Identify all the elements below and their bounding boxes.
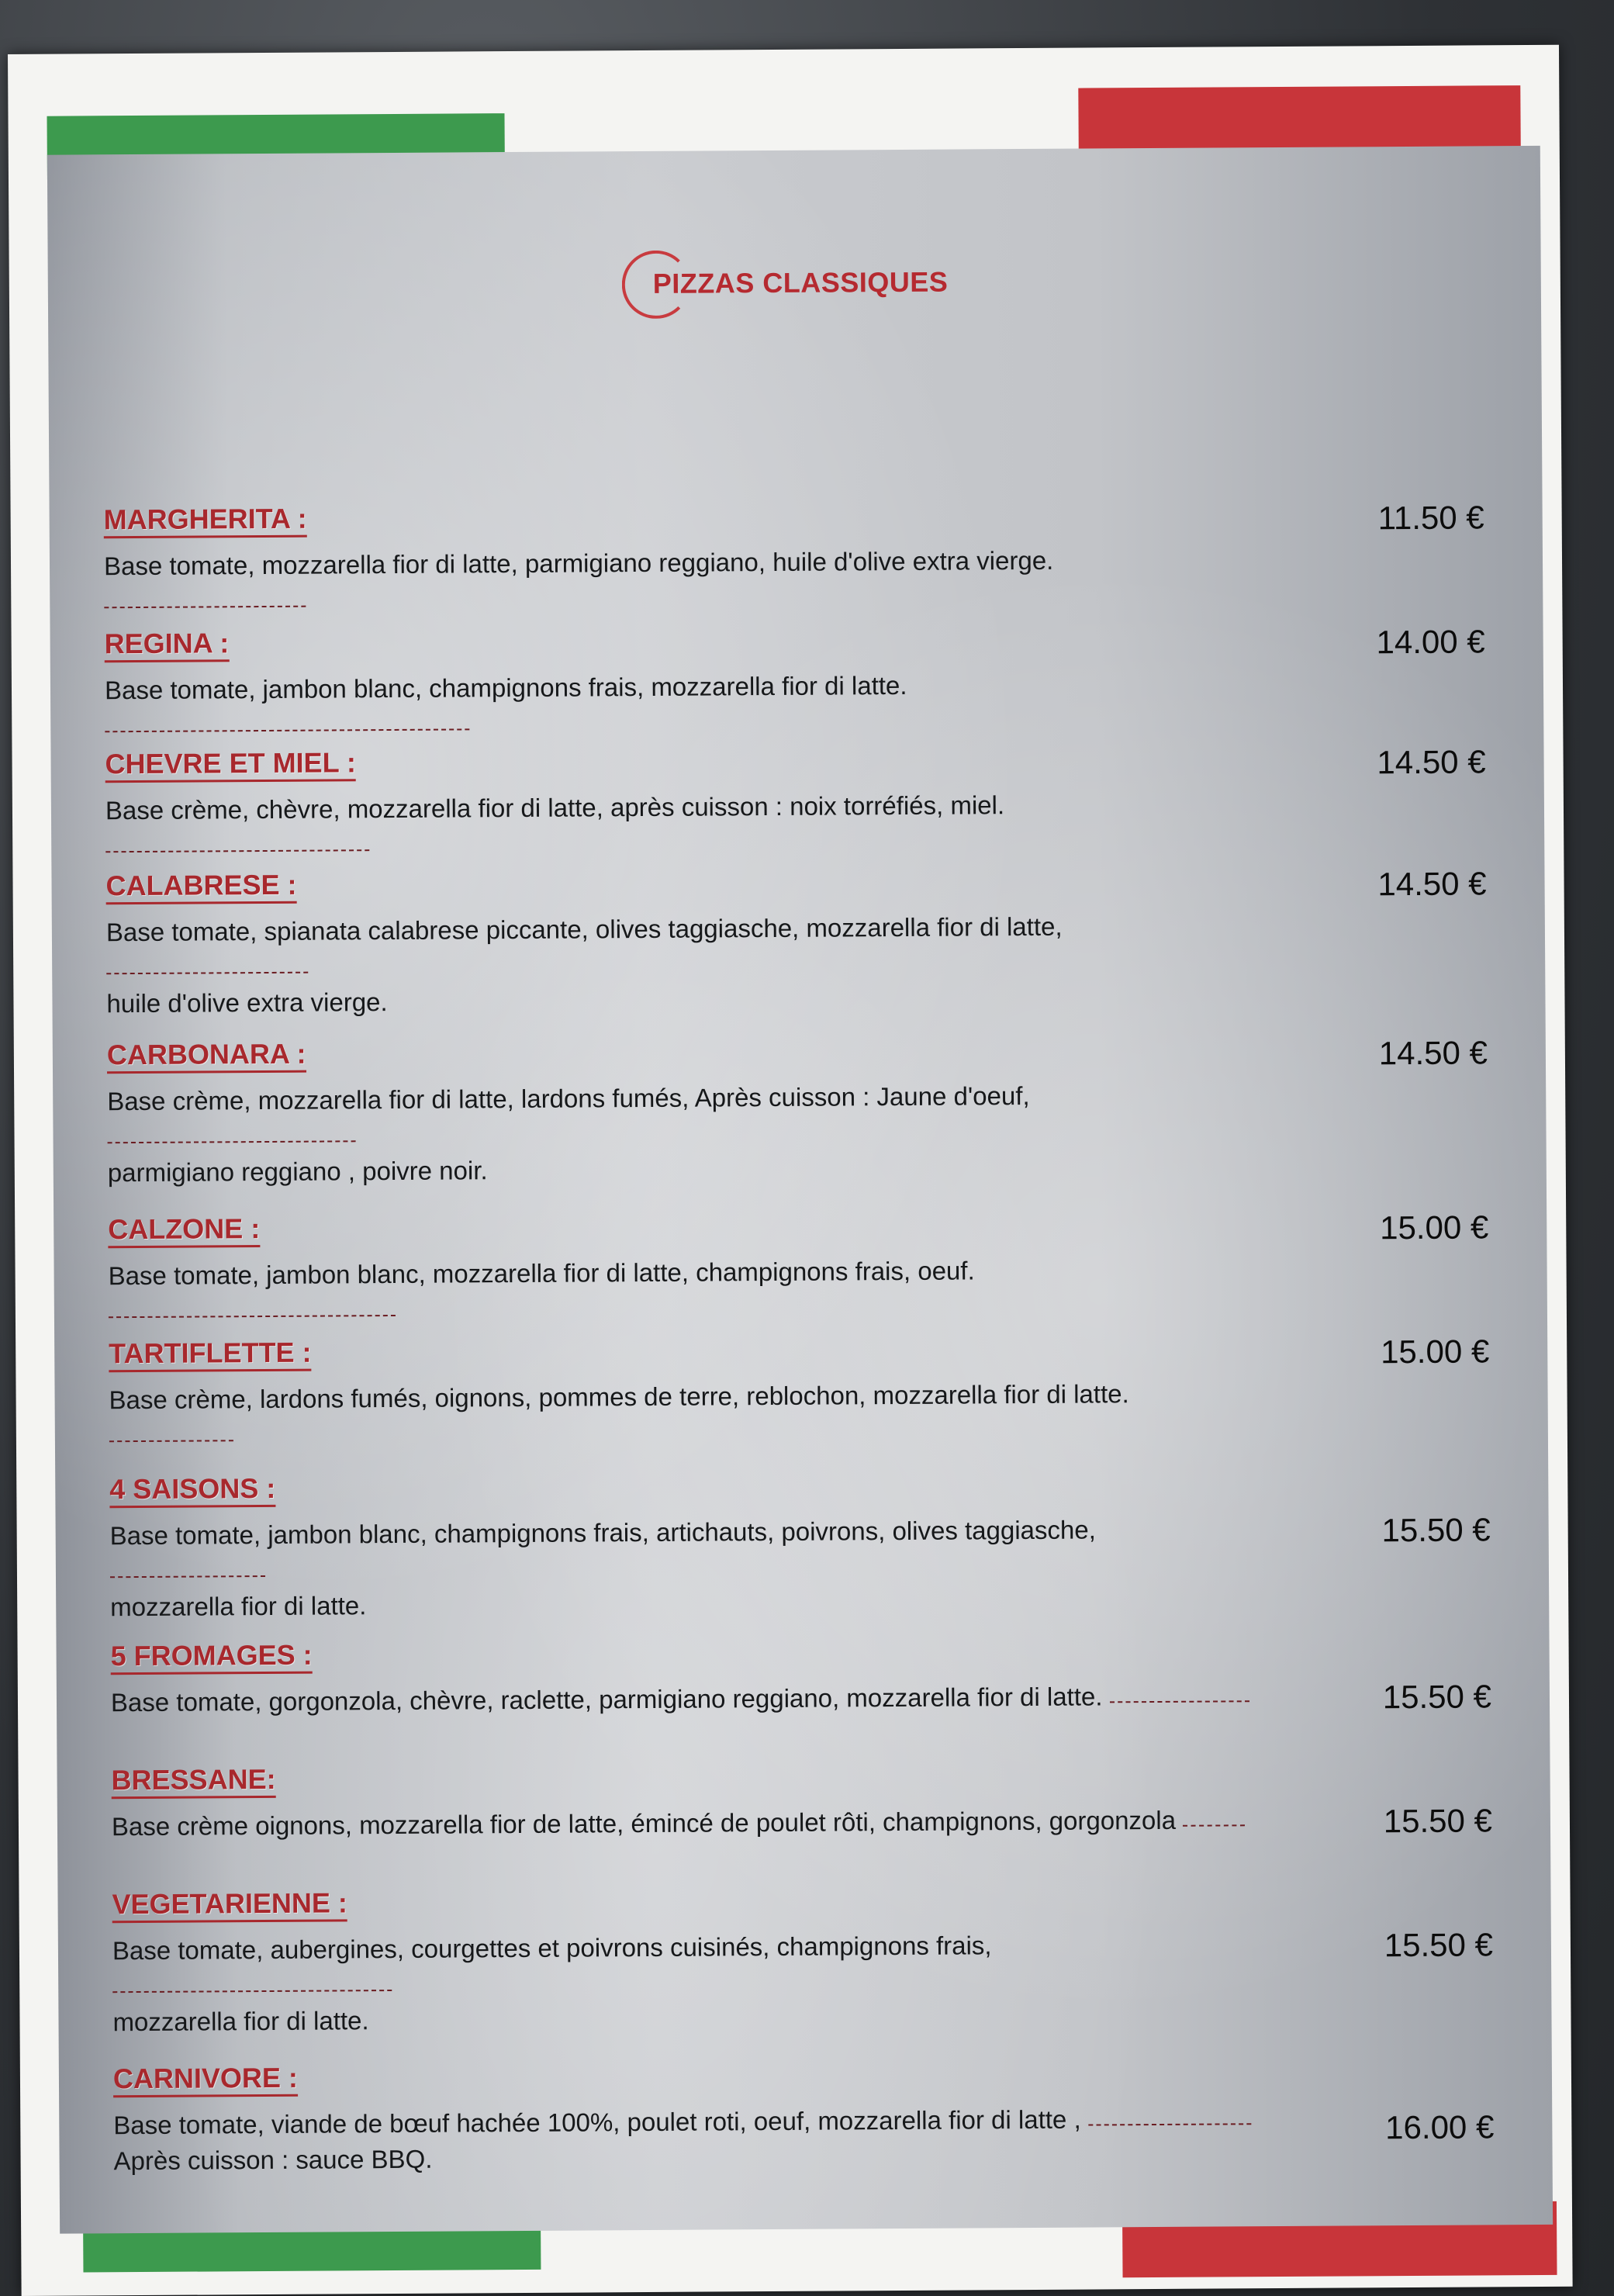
menu-item-vegetarienne (112, 1879, 1554, 2037)
item-description: Base tomate, mozzarella fior di latte, parmigiano reggiano, huile d'olive extra vierge. (104, 541, 1253, 620)
item-price: 11.50 € (1377, 499, 1484, 537)
item-name: CARNIVORE : (113, 2062, 298, 2097)
item-price: 16.00 € (1385, 2108, 1495, 2146)
item-description: Base crème oignons, mozzarella fior de latte, émincé de poulet rôti, champignons, gorgonzola (112, 1802, 1260, 1845)
item-price: 14.00 € (1376, 623, 1485, 661)
menu-item-regina (104, 619, 1547, 705)
menu-item-bressane (111, 1755, 1554, 1841)
item-price: 15.50 € (1381, 1511, 1491, 1549)
item-description: Base crème, chèvre, mozzarella fior di latte, après cuisson : noix torréfiés, miel. (105, 786, 1254, 864)
item-description: Base tomate, spianata calabrese piccante, olives taggiasche, mozzarella fior di latte, huile d'olive extra vierge. (105, 911, 1063, 1018)
item-price: 15.50 € (1384, 1926, 1494, 1964)
menu-item-carbonara (106, 1030, 1550, 1188)
item-price: 15.50 € (1383, 1802, 1493, 1840)
menu-item-margherita (103, 495, 1547, 581)
menu-page (8, 45, 1573, 2296)
menu-item-calzone (108, 1205, 1550, 1291)
menu-item-5-fromages (110, 1631, 1553, 1717)
item-description: Base tomate, jambon blanc, mozzarella fior di latte, champignons frais, oeuf. (108, 1251, 1256, 1330)
item-description: Base tomate, jambon blanc, champignons frais, mozzarella fior di latte. (105, 666, 1253, 744)
item-description: Base tomate, jambon blanc, champignons frais, artichauts, poivrons, olives taggiasche, mozzarella fior di latte. (109, 1515, 1096, 1622)
item-name: BRESSANE: (111, 1763, 275, 1799)
item-price: 14.50 € (1378, 1034, 1488, 1072)
item-name: CALABRESE : (105, 869, 296, 905)
menu-item-carnivore (112, 2054, 1556, 2176)
menu-item-calabrese (105, 861, 1548, 1018)
menu-item-chevre-et-miel (105, 739, 1547, 825)
item-name: CARBONARA : (107, 1038, 306, 1074)
item-price: 15.00 € (1379, 1209, 1489, 1247)
item-name: CALZONE : (108, 1212, 260, 1248)
item-name: TARTIFLETTE : (109, 1336, 312, 1373)
menu-panel (47, 146, 1553, 2234)
item-description: Base crème, lardons fumés, oignons, pommes de terre, reblochon, mozzarella fior di latte. (109, 1375, 1257, 1454)
item-name: 4 SAISONS : (109, 1472, 275, 1508)
item-name: REGINA : (105, 627, 230, 662)
item-price: 15.00 € (1380, 1333, 1490, 1371)
item-price: 15.50 € (1382, 1678, 1492, 1716)
item-price: 14.50 € (1377, 743, 1486, 781)
item-name: MARGHERITA : (104, 503, 307, 539)
menu-item-4-saisons (109, 1464, 1552, 1622)
item-description: Base tomate, gorgonzola, chèvre, raclette, parmigiano reggiano, mozzarella fior di latte. (111, 1678, 1259, 1720)
menu-item-tartiflette (109, 1329, 1551, 1415)
item-price: 14.50 € (1377, 865, 1487, 903)
item-description: Base tomate, viande de bœuf hachée 100%, poulet roti, oeuf, mozzarella fior di latte , Après cuisson : sauce BBQ. (113, 2101, 1262, 2179)
item-name: 5 FROMAGES : (110, 1639, 312, 1675)
page-title: PIZZAS CLASSIQUES (652, 265, 949, 299)
item-description: Base crème, mozzarella fior di latte, lardons fumés, Après cuisson : Jaune d'oeuf, parmigiano reggiano , poivre noir. (107, 1081, 1030, 1188)
menu-header (622, 244, 949, 322)
item-name: VEGETARIENNE : (112, 1886, 347, 1923)
item-description: Base tomate, aubergines, courgettes et poivrons cuisinés, champignons frais, mozzarella fior di latte. (112, 1931, 992, 2037)
item-name: CHEVRE ET MIEL : (105, 746, 356, 783)
